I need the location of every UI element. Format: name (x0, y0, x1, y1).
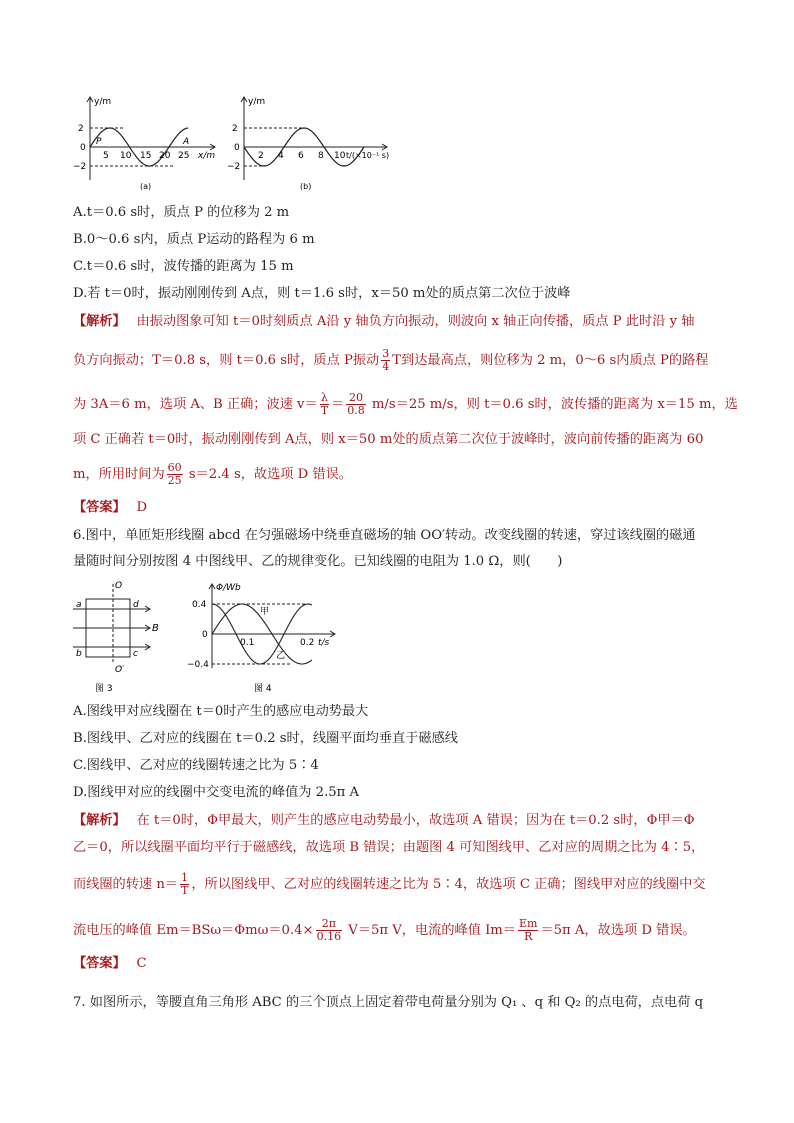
fig-b-xtick: 10 (334, 151, 346, 161)
q6-analysis-text: 流电压的峰值 Em＝BSω＝Φmω＝0.4× (73, 923, 314, 938)
fig3-label-O-prime: O′ (115, 665, 125, 675)
q6-analysis-text: 而线圈的转速 n＝ (73, 877, 178, 892)
fig4-ytick-bottom: −0.4 (187, 660, 209, 670)
q6-analysis-line-3 (73, 872, 733, 897)
q5-analysis-text: 由振动图象可知 t＝0时刻质点 A沿 y 轴负方向振动，则波向 x 轴正向传播，质点 P 此时沿 y 轴 (136, 314, 695, 329)
q5-analysis-line-2 (73, 348, 733, 373)
answer-tag: 【答案】 (73, 500, 120, 515)
q5-analysis-line-1 (73, 312, 733, 332)
fig-a-caption: (a) (140, 182, 152, 191)
fraction: $\frac{Em}{R}$ (519, 917, 538, 943)
q5-analysis-line-4: 项 C 正确若 t＝0时，振动刚刚传到 A点，则 x＝50 m处的质点第二次位于波峰时，波向前传播的距离为 60 (73, 432, 704, 447)
fig-b-xtick: 8 (318, 151, 324, 161)
q5-option-a: A.t＝0.6 s时，质点 P 的位移为 2 m (73, 205, 290, 220)
fig3-caption: 图 3 (95, 684, 113, 694)
fig-a-ytick-2: 2 (78, 124, 84, 134)
fig-b-xtick: 4 (278, 151, 284, 161)
q6-analysis-line-4 (73, 918, 733, 943)
fraction: $\frac{\lambda}{T}$ (320, 391, 329, 417)
fig3-label-b: b (76, 649, 82, 659)
q6-analysis-text: 在 t＝0时，Φ甲最大，则产生的感应电动势最小，故选项 A 错误；因为在 t＝0.2 s时，Φ甲＝Φ (136, 813, 695, 828)
q6-option-b: B.图线甲、乙对应的线圈在 t＝0.2 s时，线圈平面均垂直于磁感线 (73, 731, 458, 746)
fig-a-xtick: 20 (159, 151, 171, 161)
figure-4-flux-graph (180, 578, 340, 696)
point-p-label: P (96, 137, 102, 147)
fig-b-xtick: 2 (258, 151, 264, 161)
fig3-label-O: O (115, 581, 123, 591)
fig-b-ytick-2: 2 (232, 124, 238, 134)
q5-answer (73, 498, 733, 518)
answer-value: C (136, 956, 147, 971)
fig-b-caption: (b) (300, 182, 312, 191)
q6-stem-line-2: 量随时间分别按图 4 中图线甲、乙的规律变化。已知线圈的电阻为 1.0 Ω，则( ) (73, 554, 563, 569)
q6-option-d: D.图线甲对应的线圈中交变电流的峰值为 2.5π A (73, 785, 360, 800)
fig3-label-c: c (133, 649, 138, 659)
fig4-xlabel: t/s (318, 638, 330, 648)
fig-a-xtick: 15 (140, 151, 152, 161)
fig-b-ylabel: y/m (248, 97, 266, 107)
fig4-caption: 图 4 (254, 684, 272, 694)
q6-answer (73, 954, 733, 974)
wave-graph-a (70, 92, 220, 192)
fig4-label-yi: 乙 (276, 651, 286, 661)
fraction: $\frac{3}{4}$ (382, 347, 390, 373)
fig-a-xtick: 10 (120, 151, 132, 161)
q6-analysis-text: ＝5π A，故选项 D 错误。 (540, 923, 696, 938)
q5-analysis-text: 为 3A＝6 m，选项 A、B 正确；波速 v＝ (73, 397, 318, 412)
q5-analysis-text: m/s＝25 m/s，则 t＝0.6 s时，波传播的距离为 x＝15 m，选 (367, 397, 738, 412)
fraction: $\frac{60}{25}$ (167, 461, 182, 487)
q5-analysis-text: T到达最高点，则位移为 2 m，0～6 s内质点 P的路程 (392, 353, 709, 368)
fig3-label-B: B (152, 623, 159, 634)
fig-a-ytick-0: 0 (80, 143, 86, 153)
analysis-tag: 【解析】 (73, 314, 120, 329)
fig3-label-d: d (133, 600, 139, 610)
answer-tag: 【答案】 (73, 956, 120, 971)
fig4-xtick-1: 0.1 (240, 638, 255, 648)
fraction: $\frac{20}{0.8}$ (347, 391, 365, 417)
analysis-tag: 【解析】 (73, 813, 120, 828)
q5-option-d: D.若 t＝0时，振动刚刚传到 A点，则 t＝1.6 s时，x＝50 m处的质点第二次位于波峰 (73, 286, 571, 301)
fig-b-ytick-0: 0 (234, 143, 240, 153)
q5-analysis-text: 负方向振动；T＝0.8 s，则 t＝0.6 s时，质点 P振动 (73, 353, 380, 368)
fig-a-xlabel: x/m (198, 151, 216, 161)
q5-analysis-line-3: 为 3A＝6 m，选项 A、B 正确；波速 v＝ $\frac{\lambda}{T}$ ＝ $\frac{20}{0.8}$ m/s＝25 m/s，则 t＝0.6 s时，波传播的距离为 x＝15 m，选 (73, 391, 738, 417)
vibration-graph-b (222, 92, 392, 192)
fig-b-xtick: 6 (298, 151, 304, 161)
fig4-ylabel: Φ/Wb (216, 583, 241, 593)
q6-analysis-text: V＝5π V，电流的峰值 Im＝ (344, 923, 516, 938)
fig4-xtick-2: 0.2 (300, 638, 315, 648)
q5-analysis-line-5 (73, 462, 733, 487)
q6-stem-line-1: 6.图中，单匝矩形线圈 abcd 在匀强磁场中绕垂直磁场的轴 OO′转动。改变线圈的转速，穿过该线圈的磁通 (73, 528, 696, 543)
fig4-label-jia: 甲 (260, 607, 270, 617)
point-a-label: A (183, 137, 190, 147)
fig4-ytick-top: 0.4 (192, 600, 207, 610)
q6-analysis-line-2: 乙＝0，所以线圈平面均平行于磁感线，故选项 B 错误；由题图 4 可知图线甲、乙对应的周期之比为 4∶5， (73, 840, 705, 855)
fig-a-ytick-neg2: −2 (73, 162, 87, 172)
fig-a-xtick: 25 (178, 151, 190, 161)
q6-analysis-line-1 (73, 811, 733, 831)
fig-b-ytick-neg2: −2 (227, 162, 241, 172)
fig-a-ylabel: y/m (94, 97, 112, 107)
answer-value: D (136, 500, 148, 515)
q6-analysis-text: ，所以图线甲、乙对应的线圈转速之比为 5∶4，故选项 C 正确；图线甲对应的线圈中交 (191, 877, 706, 892)
fig3-label-a: a (76, 600, 82, 610)
fig4-ytick-zero: 0 (202, 630, 208, 640)
q5-option-b: B.0～0.6 s内，质点 P运动的路程为 6 m (73, 232, 315, 247)
fraction: $\frac{1}{T}$ (181, 871, 189, 897)
q7-stem: 7. 如图所示，等腰直角三角形 ABC 的三个顶点上固定着带电荷量分别为 Q₁ 、q 和 Q₂ 的点电荷，点电荷 q (73, 995, 704, 1010)
q5-analysis-text: s＝2.4 s，故选项 D 错误。 (184, 467, 352, 482)
fig-a-xtick: 5 (103, 151, 109, 161)
q6-option-a: A.图线甲对应线圈在 t＝0时产生的感应电动势最大 (73, 704, 369, 719)
figure-3-coil (68, 578, 168, 696)
q6-option-c: C.图线甲、乙对应的线圈转速之比为 5∶4 (73, 758, 319, 773)
q5-option-c: C.t＝0.6 s时，波传播的距离为 15 m (73, 259, 294, 274)
fig-b-xlabel: t/(×10⁻¹ s) (346, 151, 390, 160)
q5-analysis-text: m，所用时间为 (73, 467, 165, 482)
fraction: $\frac{2\pi}{0.16}$ (316, 917, 342, 943)
